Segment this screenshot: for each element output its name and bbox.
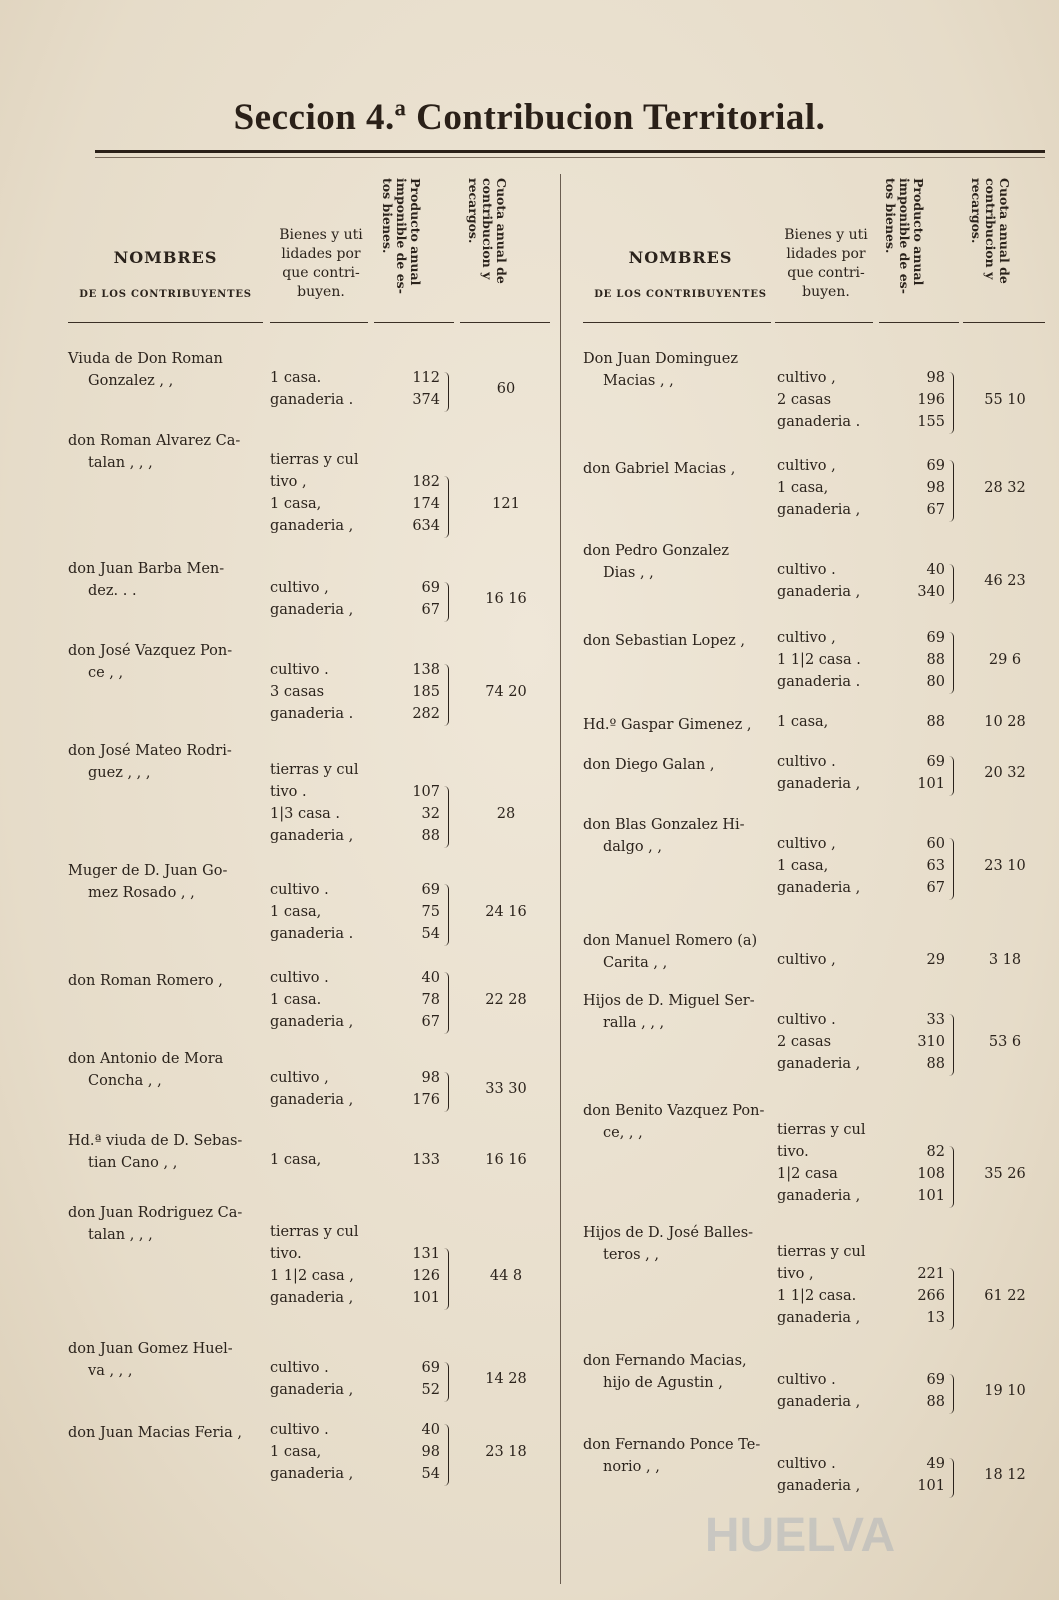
value-brace	[444, 664, 449, 726]
header-underline	[583, 322, 771, 323]
header-bienes: Bienes y uti lidades por que contri- buyen.	[279, 227, 363, 300]
header-nombres	[583, 248, 778, 300]
taxpayer-name	[68, 1202, 268, 1246]
library-watermark	[640, 1408, 960, 1578]
product-value: 98	[421, 1070, 440, 1086]
taxpayer-name-line: Concha , ,	[88, 1073, 162, 1089]
property-item: ganaderia .	[777, 674, 861, 690]
annual-quota: 19 10	[984, 1383, 1026, 1399]
property-item: 1|3 casa .	[270, 806, 341, 822]
property-item: tierras y cul	[777, 1244, 866, 1260]
property-item: ganaderia ,	[777, 502, 861, 518]
annual-quota: 16 16	[485, 591, 527, 607]
product-value: 88	[926, 1394, 945, 1410]
product-value: 54	[421, 926, 440, 942]
taxpayer-name	[68, 1130, 268, 1174]
product-value: 126	[412, 1268, 440, 1284]
taxpayer-name	[68, 348, 268, 392]
product-value: 266	[917, 1288, 945, 1304]
product-value: 69	[421, 882, 440, 898]
product-value: 67	[926, 880, 945, 896]
product-value: 310	[917, 1034, 945, 1050]
value-brace	[949, 838, 954, 900]
property-item: cultivo .	[777, 1372, 836, 1388]
header-underline	[270, 322, 368, 323]
taxpayer-name-line: Hijos de D. José Balles-	[583, 1225, 754, 1241]
product-value: 54	[421, 1466, 440, 1482]
taxpayer-name	[68, 1422, 268, 1444]
taxpayer-name-line: mez Rosado , ,	[88, 885, 195, 901]
taxpayer-name-line: don Juan Barba Men-	[68, 561, 225, 577]
product-value: 78	[421, 992, 440, 1008]
property-item: ganaderia ,	[777, 776, 861, 792]
product-value: 40	[421, 1422, 440, 1438]
annual-quota: 33 30	[485, 1081, 527, 1097]
taxpayer-name	[583, 348, 783, 392]
property-item: 1 casa,	[777, 480, 829, 496]
taxpayer-name-line: don Benito Vazquez Pon-	[583, 1103, 765, 1119]
taxpayer-name-line: dez. . .	[88, 583, 137, 599]
product-value: 75	[421, 904, 440, 920]
header-nombres-subtitle: DE LOS CONTRIBUYENTES	[594, 289, 767, 300]
header-nombres-subtitle: DE LOS CONTRIBUYENTES	[79, 289, 252, 300]
annual-quota: 23 18	[485, 1444, 527, 1460]
property-item: ganaderia ,	[270, 1382, 354, 1398]
annual-quota: 46 23	[984, 573, 1026, 589]
taxpayer-name-line: don José Vazquez Pon-	[68, 643, 233, 659]
annual-quota: 16 16	[485, 1152, 527, 1168]
taxpayer-name-line: Viuda de Don Roman	[68, 351, 223, 367]
property-item: 1 casa,	[777, 858, 829, 874]
product-value: 374	[412, 392, 440, 408]
property-item: 1 1|2 casa .	[777, 652, 861, 668]
annual-quota: 23 10	[984, 858, 1026, 874]
property-item: 3 casas	[270, 684, 325, 700]
product-value: 80	[926, 674, 945, 690]
product-value: 69	[926, 458, 945, 474]
product-value: 33	[926, 1012, 945, 1028]
product-value: 108	[917, 1166, 945, 1182]
product-value: 88	[926, 1056, 945, 1072]
annual-quota: 53 6	[988, 1034, 1022, 1050]
taxpayer-name	[583, 540, 783, 584]
property-item: ganaderia ,	[777, 1056, 861, 1072]
property-item: ganaderia ,	[270, 1290, 354, 1306]
annual-quota: 55 10	[984, 392, 1026, 408]
property-item: 1 casa,	[270, 1444, 322, 1460]
annual-quota: 44 8	[489, 1268, 523, 1284]
property-item: tivo .	[270, 784, 307, 800]
taxpayer-name-line: don Pedro Gonzalez	[583, 543, 729, 559]
annual-quota: 28 32	[984, 480, 1026, 496]
product-value: 13	[926, 1310, 945, 1326]
taxpayer-name-line: ralla , , ,	[603, 1015, 665, 1031]
taxpayer-name-line: don Juan Gomez Huel-	[68, 1341, 233, 1357]
taxpayer-name-line: Hd.º Gaspar Gimenez ,	[583, 717, 752, 733]
header-nombres-title: NOMBRES	[628, 248, 733, 267]
annual-quota: 60	[496, 381, 516, 397]
property-item: cultivo .	[270, 882, 329, 898]
product-value: 60	[926, 836, 945, 852]
annual-quota: 74 20	[485, 684, 527, 700]
taxpayer-name	[68, 430, 268, 474]
value-brace	[949, 564, 954, 604]
taxpayer-name-line: don Fernando Ponce Te-	[583, 1437, 761, 1453]
taxpayer-name	[583, 754, 783, 776]
annual-quota: 22 28	[485, 992, 527, 1008]
annual-quota: 14 28	[485, 1371, 527, 1387]
taxpayer-name	[583, 1350, 783, 1394]
product-value: 98	[926, 480, 945, 496]
product-value: 138	[412, 662, 440, 678]
property-item: tivo.	[777, 1144, 809, 1160]
product-value: 67	[926, 502, 945, 518]
annual-quota: 28	[496, 806, 516, 822]
property-item: ganaderia .	[270, 392, 354, 408]
product-value: 69	[421, 580, 440, 596]
annual-quota: 29 6	[988, 652, 1022, 668]
taxpayer-name	[68, 558, 268, 602]
annual-quota: 3 18	[988, 952, 1022, 968]
value-brace	[444, 372, 449, 412]
property-item: cultivo ,	[270, 580, 329, 596]
taxpayer-name	[583, 1100, 783, 1144]
header-producto: Producto anual imponible de es- tos bienes.	[380, 178, 423, 294]
property-item: ganaderia ,	[777, 1188, 861, 1204]
taxpayer-name-line: ce, , ,	[603, 1125, 643, 1141]
property-item: cultivo .	[777, 562, 836, 578]
taxpayer-name	[583, 814, 783, 858]
property-item: tierras y cul	[270, 762, 359, 778]
property-item: cultivo .	[777, 754, 836, 770]
value-brace	[444, 1072, 449, 1112]
product-value: 112	[412, 370, 440, 386]
property-item: cultivo .	[270, 970, 329, 986]
product-value: 69	[421, 1360, 440, 1376]
taxpayer-name	[583, 930, 783, 974]
product-value: 107	[412, 784, 440, 800]
header-cuota: Cuota anual de contribucion y recargos.	[466, 178, 509, 284]
property-item: cultivo .	[777, 1012, 836, 1028]
taxpayer-name-line: don Sebastian Lopez ,	[583, 633, 745, 649]
header-bienes: Bienes y uti lidades por que contri- buyen.	[784, 227, 868, 300]
product-value: 101	[917, 1188, 945, 1204]
property-item: tivo ,	[777, 1266, 814, 1282]
taxpayer-name-line: don Fernando Macias,	[583, 1353, 747, 1369]
taxpayer-name	[68, 1048, 268, 1092]
product-value: 40	[421, 970, 440, 986]
product-value: 131	[412, 1246, 440, 1262]
annual-quota: 121	[492, 496, 520, 512]
property-item: cultivo .	[777, 1456, 836, 1472]
taxpayer-name-line: ce , ,	[88, 665, 124, 681]
page-title: Seccion 4.ª Contribucion Territorial.	[233, 97, 826, 138]
product-value: 133	[412, 1152, 440, 1168]
taxpayer-name-line: Carita , ,	[603, 955, 668, 971]
taxpayer-name	[68, 970, 268, 992]
product-value: 67	[421, 1014, 440, 1030]
product-value: 185	[412, 684, 440, 700]
property-item: cultivo ,	[777, 630, 836, 646]
product-value: 88	[926, 714, 945, 730]
taxpayer-name-line: talan , , ,	[88, 1227, 153, 1243]
product-value: 29	[926, 952, 945, 968]
property-item: cultivo ,	[270, 1070, 329, 1086]
taxpayer-name	[68, 860, 268, 904]
product-value: 63	[926, 858, 945, 874]
property-item: tivo ,	[270, 474, 307, 490]
product-value: 98	[421, 1444, 440, 1460]
property-item: ganaderia ,	[777, 880, 861, 896]
header-underline	[963, 322, 1045, 323]
taxpayer-name	[68, 640, 268, 684]
product-value: 182	[412, 474, 440, 490]
property-item: 2 casas	[777, 1034, 832, 1050]
product-value: 88	[421, 828, 440, 844]
property-item: cultivo .	[270, 662, 329, 678]
title-rule	[95, 150, 1045, 153]
property-item: tierras y cul	[270, 1224, 359, 1240]
taxpayer-name	[68, 1338, 268, 1382]
property-item: cultivo .	[270, 1422, 329, 1438]
product-value: 634	[412, 518, 440, 534]
value-brace	[949, 1268, 954, 1330]
annual-quota: 61 22	[984, 1288, 1026, 1304]
taxpayer-name-line: don Roman Romero ,	[68, 973, 223, 989]
property-item: ganaderia ,	[270, 828, 354, 844]
property-item: ganaderia .	[270, 706, 354, 722]
property-item: ganaderia ,	[270, 1092, 354, 1108]
property-item: tierras y cul	[777, 1122, 866, 1138]
value-brace	[444, 786, 449, 848]
value-brace	[444, 1362, 449, 1402]
property-item: 1 1|2 casa ,	[270, 1268, 354, 1284]
product-value: 176	[412, 1092, 440, 1108]
property-item: 1 casa,	[270, 1152, 322, 1168]
property-item: tivo.	[270, 1246, 302, 1262]
taxpayer-name-line: don Diego Galan ,	[583, 757, 715, 773]
property-item: 1 casa.	[270, 992, 322, 1008]
header-underline	[775, 322, 873, 323]
taxpayer-name-line: dalgo , ,	[603, 839, 663, 855]
taxpayer-name-line: Gonzalez , ,	[88, 373, 174, 389]
product-value: 98	[926, 370, 945, 386]
property-item: 1 casa,	[270, 496, 322, 512]
taxpayer-name-line: don Antonio de Mora	[68, 1051, 224, 1067]
taxpayer-name-line: Dias , ,	[603, 565, 654, 581]
property-item: 1 casa.	[270, 370, 322, 386]
annual-quota: 20 32	[984, 765, 1026, 781]
taxpayer-name	[583, 714, 783, 736]
taxpayer-name	[68, 740, 268, 784]
property-item: 1 casa,	[270, 904, 322, 920]
right-column-header	[583, 170, 1049, 330]
property-item: ganaderia ,	[777, 1478, 861, 1494]
product-value: 340	[917, 584, 945, 600]
property-item: tierras y cul	[270, 452, 359, 468]
product-value: 32	[421, 806, 440, 822]
value-brace	[949, 1014, 954, 1076]
taxpayer-name-line: norio , ,	[603, 1459, 660, 1475]
taxpayer-name-line: va , , ,	[88, 1363, 133, 1379]
header-underline	[460, 322, 550, 323]
taxpayer-name-line: Don Juan Dominguez	[583, 351, 738, 367]
product-value: 69	[926, 754, 945, 770]
property-item: 1 1|2 casa.	[777, 1288, 857, 1304]
header-underline	[374, 322, 454, 323]
product-value: 69	[926, 1372, 945, 1388]
product-value: 88	[926, 652, 945, 668]
value-brace	[444, 1424, 449, 1486]
taxpayer-name	[583, 990, 783, 1034]
property-item: ganaderia ,	[270, 518, 354, 534]
taxpayer-name-line: hijo de Agustin ,	[603, 1375, 723, 1391]
product-value: 40	[926, 562, 945, 578]
property-item: ganaderia .	[777, 414, 861, 430]
header-nombres-title: NOMBRES	[113, 248, 218, 267]
property-item: ganaderia ,	[777, 584, 861, 600]
property-item: 1|2 casa	[777, 1166, 838, 1182]
product-value: 101	[917, 1478, 945, 1494]
left-column-header	[68, 170, 555, 330]
header-producto: Producto anual imponible de es- tos bienes.	[883, 178, 926, 294]
product-value: 69	[926, 630, 945, 646]
product-value: 101	[412, 1290, 440, 1306]
property-item: cultivo ,	[777, 836, 836, 852]
taxpayer-name-line: tian Cano , ,	[88, 1155, 178, 1171]
watermark-text: HUELVA	[704, 1509, 896, 1562]
right-column	[583, 170, 1049, 1590]
property-item: 2 casas	[777, 392, 832, 408]
taxpayer-name-line: don Juan Rodriguez Ca-	[68, 1205, 243, 1221]
taxpayer-name-line: Muger de D. Juan Go-	[68, 863, 228, 879]
property-item: cultivo ,	[777, 370, 836, 386]
header-nombres	[68, 248, 263, 300]
header-underline	[68, 322, 263, 323]
taxpayer-name	[583, 1222, 783, 1266]
value-brace	[949, 632, 954, 694]
taxpayer-name-line: Hijos de D. Miguel Ser-	[583, 993, 755, 1009]
annual-quota: 10 28	[984, 714, 1026, 730]
taxpayer-name-line: Macias , ,	[603, 373, 674, 389]
product-value: 174	[412, 496, 440, 512]
taxpayer-name-line: Hd.ª viuda de D. Sebas-	[68, 1133, 243, 1149]
product-value: 221	[917, 1266, 945, 1282]
title-rule-thin	[95, 157, 1045, 158]
taxpayer-name-line: talan , , ,	[88, 455, 153, 471]
property-item: cultivo .	[270, 1360, 329, 1376]
product-value: 52	[421, 1382, 440, 1398]
taxpayer-name-line: don Roman Alvarez Ca-	[68, 433, 241, 449]
annual-quota: 24 16	[485, 904, 527, 920]
header-cuota: Cuota anual de contribucion y recargos.	[969, 178, 1012, 284]
taxpayer-name	[583, 630, 783, 652]
property-item: ganaderia ,	[270, 1466, 354, 1482]
value-brace	[949, 460, 954, 522]
taxpayer-name-line: don José Mateo Rodri-	[68, 743, 232, 759]
value-brace	[444, 582, 449, 622]
property-item: ganaderia ,	[777, 1394, 861, 1410]
taxpayer-name	[583, 458, 783, 480]
product-value: 155	[917, 414, 945, 430]
value-brace	[444, 476, 449, 538]
property-item: cultivo ,	[777, 458, 836, 474]
value-brace	[444, 1248, 449, 1310]
header-underline	[879, 322, 959, 323]
taxpayer-name-line: don Juan Macias Feria ,	[68, 1425, 242, 1441]
value-brace	[949, 1146, 954, 1208]
value-brace	[949, 756, 954, 796]
annual-quota: 35 26	[984, 1166, 1026, 1182]
product-value: 101	[917, 776, 945, 792]
taxpayer-name-line: don Manuel Romero (a)	[583, 933, 758, 949]
column-divider	[560, 174, 561, 1584]
product-value: 196	[917, 392, 945, 408]
product-value: 82	[926, 1144, 945, 1160]
taxpayer-name-line: don Blas Gonzalez Hi-	[583, 817, 745, 833]
property-item: cultivo ,	[777, 952, 836, 968]
product-value: 67	[421, 602, 440, 618]
value-brace	[444, 972, 449, 1034]
taxpayer-name-line: don Gabriel Macias ,	[583, 461, 736, 477]
product-value: 282	[412, 706, 440, 722]
value-brace	[949, 372, 954, 434]
left-column	[68, 170, 555, 1590]
taxpayer-name-line: guez , , ,	[88, 765, 151, 781]
property-item: ganaderia ,	[270, 602, 354, 618]
property-item: ganaderia ,	[777, 1310, 861, 1326]
property-item: 1 casa,	[777, 714, 829, 730]
value-brace	[444, 884, 449, 946]
property-item: ganaderia .	[270, 926, 354, 942]
annual-quota: 18 12	[984, 1467, 1026, 1483]
property-item: ganaderia ,	[270, 1014, 354, 1030]
product-value: 49	[926, 1456, 945, 1472]
taxpayer-name-line: teros , ,	[603, 1247, 659, 1263]
